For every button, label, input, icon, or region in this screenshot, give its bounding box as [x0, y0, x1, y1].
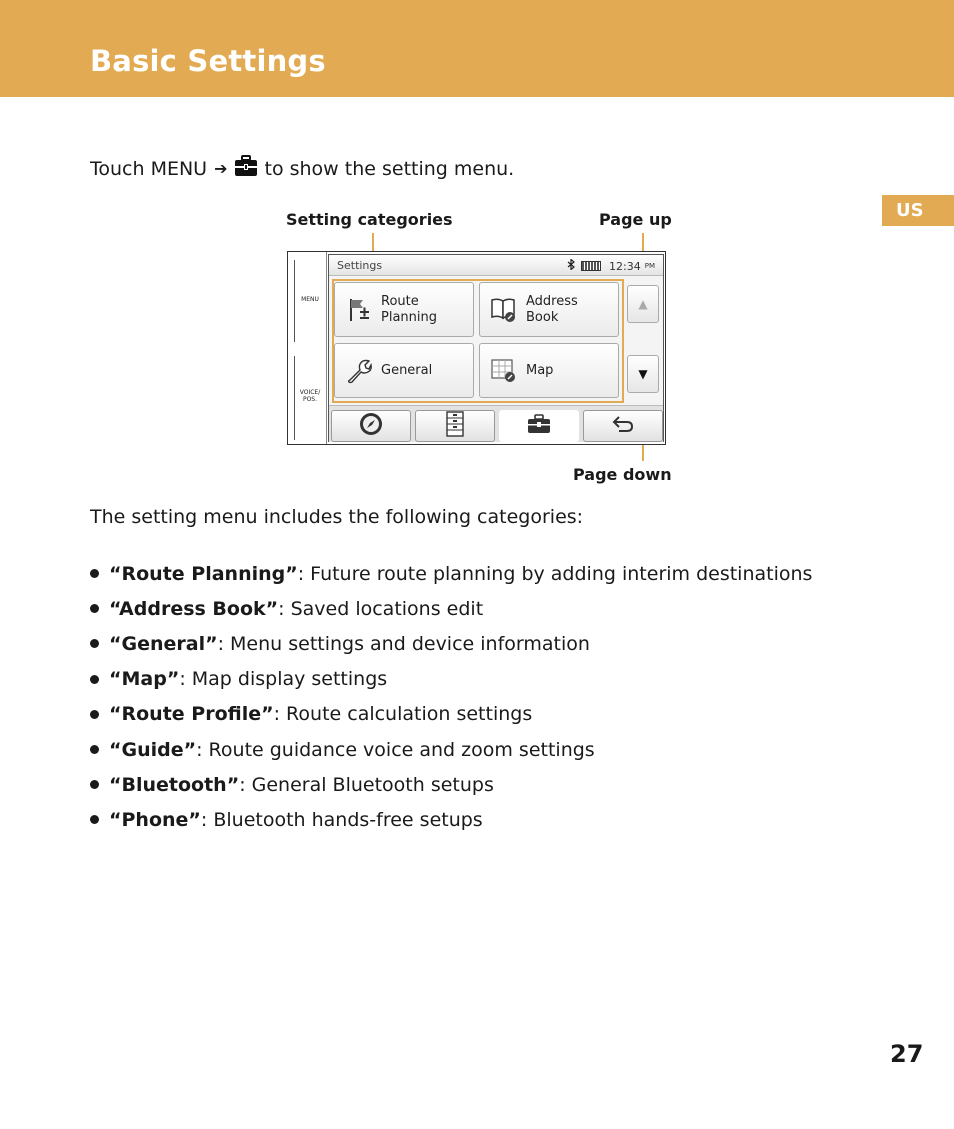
description: : Route guidance voice and zoom settings: [196, 738, 595, 761]
page-number: 27: [890, 1040, 924, 1068]
term: “Phone”: [109, 808, 201, 831]
callout-setting-categories: Setting categories: [286, 210, 453, 229]
flag-icon: [341, 297, 377, 323]
page-down-button[interactable]: ▼: [627, 355, 659, 393]
status-title: Settings: [337, 259, 383, 272]
bullet-icon: [90, 604, 99, 613]
term: “Bluetooth”: [109, 773, 240, 796]
description: : Bluetooth hands-free setups: [200, 808, 483, 831]
navigation-button[interactable]: [331, 410, 411, 442]
category-label: General: [381, 362, 433, 378]
toolbox-icon: [234, 155, 258, 182]
categories-list: [90, 556, 812, 838]
term: “Address Book”: [109, 597, 279, 620]
description: : Map display settings: [179, 668, 388, 691]
cabinet-icon: [445, 411, 465, 441]
status-bar: [329, 255, 663, 276]
category-map[interactable]: [479, 343, 619, 398]
term: “Route Planning”: [109, 562, 298, 585]
category-general[interactable]: [334, 343, 474, 398]
status-ampm: PM: [644, 262, 655, 270]
cabinet-button[interactable]: [415, 410, 495, 442]
category-label: Map: [526, 362, 554, 378]
bluetooth-icon: [567, 259, 575, 273]
callout-page-down: Page down: [573, 465, 672, 484]
device-screen: [287, 251, 666, 445]
book-icon: [486, 296, 522, 324]
voice-pos-hard-button[interactable]: VOICE/ POS.: [299, 389, 321, 403]
term: “General”: [109, 632, 218, 655]
term: “Guide”: [109, 738, 197, 761]
toolbox-icon: [527, 414, 551, 438]
description: : Menu settings and device information: [217, 632, 590, 655]
menu-hard-button[interactable]: MENU: [301, 296, 319, 303]
category-route-planning[interactable]: [334, 282, 474, 337]
list-item: [90, 767, 812, 802]
arrow-icon: ➔: [214, 159, 228, 178]
bullet-icon: [90, 710, 99, 719]
intro-text-after: to show the setting menu.: [264, 157, 515, 180]
bullet-icon: [90, 569, 99, 578]
description: : General Bluetooth setups: [239, 773, 494, 796]
page-title: Basic Settings: [90, 44, 326, 78]
bullet-icon: [90, 745, 99, 754]
side-rule-bottom: [294, 356, 295, 440]
bullet-icon: [90, 675, 99, 684]
settings-button[interactable]: [499, 410, 579, 442]
bullet-icon: [90, 815, 99, 824]
list-item: [90, 697, 812, 732]
term: “Map”: [109, 668, 180, 691]
category-label: Route Planning: [381, 293, 437, 325]
device-side-panel: [288, 252, 327, 444]
battery-icon: [581, 261, 601, 271]
intro-text-before: Touch MENU: [90, 157, 208, 180]
header-bar: [0, 0, 954, 97]
settings-screen: [328, 254, 664, 442]
description: : Route calculation settings: [273, 703, 533, 726]
compass-icon: [358, 411, 384, 441]
category-address-book[interactable]: [479, 282, 619, 337]
intro-line: [90, 155, 514, 182]
back-button[interactable]: [583, 410, 663, 442]
status-indicators: [567, 259, 655, 273]
back-arrow-icon: [611, 415, 635, 437]
description: : Saved locations edit: [278, 597, 484, 620]
list-item: [90, 626, 812, 661]
list-item: [90, 556, 812, 591]
list-item: [90, 591, 812, 626]
term: “Route Profile”: [109, 703, 274, 726]
list-item: [90, 662, 812, 697]
status-time: 12:34: [609, 259, 641, 273]
summary-text: The setting menu includes the following categories:: [90, 506, 584, 528]
side-rule-top: [294, 260, 295, 342]
list-item: [90, 802, 812, 837]
page-up-button[interactable]: ▲: [627, 285, 659, 323]
language-tab: US: [882, 195, 954, 226]
map-icon: [486, 358, 522, 384]
bullet-icon: [90, 780, 99, 789]
bottom-toolbar: [329, 405, 663, 442]
callout-page-up: Page up: [599, 210, 672, 229]
description: : Future route planning by adding interim destinations: [297, 562, 813, 585]
list-item: [90, 732, 812, 767]
wrench-icon: [341, 358, 377, 384]
bullet-icon: [90, 639, 99, 648]
category-label: Address Book: [526, 293, 578, 325]
